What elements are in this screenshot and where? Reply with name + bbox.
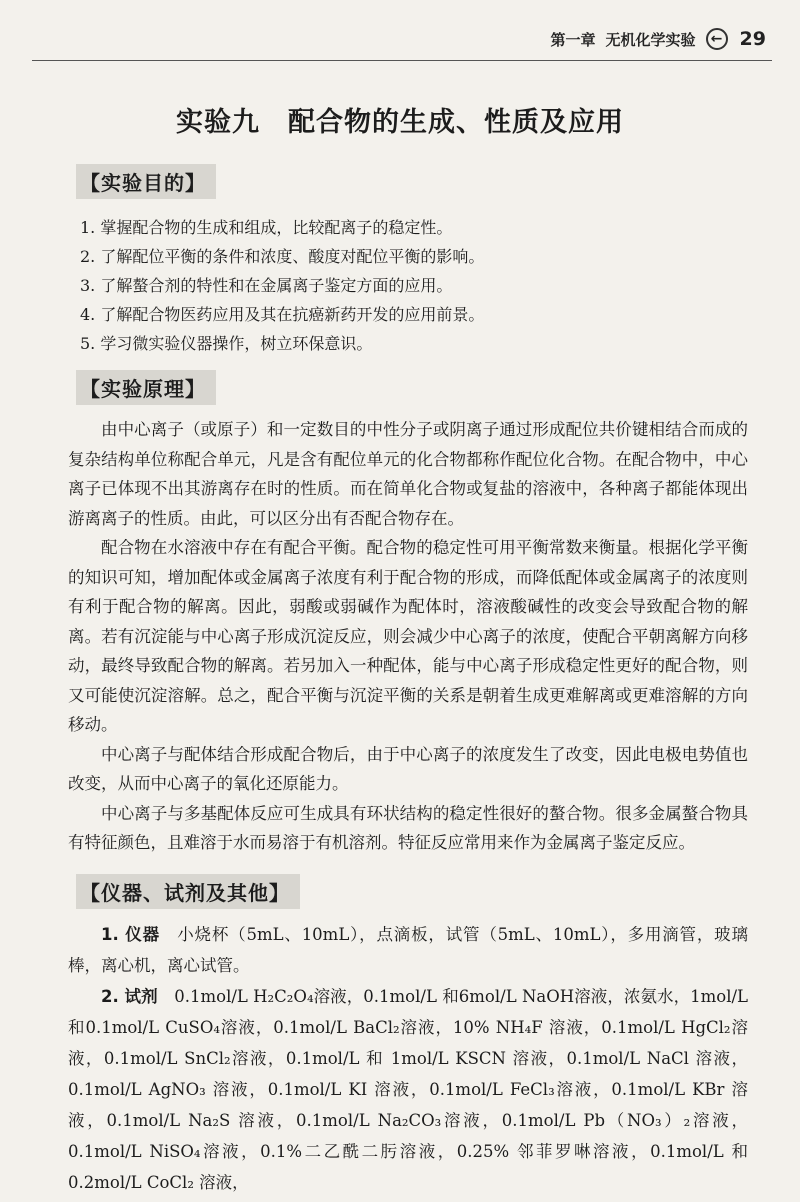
instruments-paragraph: [68, 919, 748, 981]
principle-paragraph: 中心离子与多基配体反应可生成具有环状结构的稳定性很好的螯合物。很多金属螯合物具有特征颜色，且难溶于水而易溶于有机溶剂。特征反应常用来作为金属离子鉴定反应。: [68, 803, 748, 852]
list-item: 3. 了解螯合剂的特性和在金属离子鉴定方面的应用。: [80, 276, 453, 295]
purpose-list: [80, 213, 748, 358]
experiment-title: 实验九 配合物的生成、性质及应用: [176, 107, 624, 138]
list-item: 1. 掌握配合物的生成和组成，比较配离子的稳定性。: [80, 218, 453, 237]
principle-paragraph: 中心离子与配体结合形成配合物后，由于中心离子的浓度发生了改变，因此电极电势值也改变，从而中心离子的氧化还原能力。: [68, 744, 748, 793]
reagents-label: 2. 试剂: [101, 986, 158, 1006]
chapter-label: 第一章: [550, 30, 596, 49]
page-header: [0, 22, 766, 56]
section-heading-purpose: 【实验目的】: [76, 164, 216, 199]
page-body: [68, 158, 748, 1198]
section-heading-materials: 【仪器、试剂及其他】: [76, 874, 300, 909]
list-item: 4. 了解配合物医药应用及其在抗癌新药开发的应用前景。: [80, 305, 485, 324]
section-heading-principle: 【实验原理】: [76, 370, 216, 405]
header-rule: [32, 60, 772, 61]
principle-paragraph: 配合物在水溶液中存在有配合平衡。配合物的稳定性可用平衡常数来衡量。根据化学平衡的知识可知，增加配体或金属离子浓度有利于配合物的形成，而降低配体或金属离子的浓度则有利于配合物的解离。因此，弱酸或弱碱作为配体时，溶液酸碱性的改变会导致配合物的解离。若有沉淀能与中心离子形成沉淀反应，则会减少中心离子的浓度，使配合平朝离解方向移动，最终导致配合物的解离。若另加入一种配体，能与中心离子形成稳定性更好的配合物，则又可能使沉淀溶解。总之，配合平衡与沉淀平衡的关系是朝着生成更难解离或更难溶解的方向移动。: [68, 538, 748, 734]
back-arrow-icon: ←: [706, 28, 728, 50]
list-item: 2. 了解配位平衡的条件和浓度、酸度对配位平衡的影响。: [80, 247, 485, 266]
instruments-label: 1. 仪器: [101, 924, 160, 944]
principle-paragraph: 由中心离子（或原子）和一定数目的中性分子或阴离子通过形成配位共价键相结合而成的复杂结构单位称配合单元，凡是含有配位单元的化合物都称作配位化合物。在配合物中，中心离子已体现不出其游离存在时的性质。而在简单化合物或复盐的溶液中，各种离子都能体现出游离离子的性质。由此，可以区分出有否配合物存在。: [68, 420, 748, 528]
reagents-text: 0.1mol/L H₂C₂O₄溶液，0.1mol/L 和6mol/L NaOH溶液，浓氨水，1mol/L 和0.1mol/L CuSO₄溶液，0.1mol/L BaCl₂溶液，10% NH₄F 溶液，0.1mol/L HgCl₂溶液，0.1mol/L SnCl₂溶液，0.1mol/L 和 1mol/L KSCN 溶液，0.1mol/L NaCl 溶液，0.1mol/L AgNO₃ 溶液，0.1mol/L KI 溶液，0.1mol/L FeCl₃溶液，0.1mol/L KBr 溶液，0.1mol/L Na₂S 溶液，0.1mol/L Na₂CO₃溶液，0.1mol/L Pb（NO₃）₂溶液，0.1mol/L NiSO₄溶液，0.1%二乙酰二肟溶液，0.25% 邻菲罗啉溶液，0.1mol/L 和 0.2mol/L CoCl₂ 溶液，: [68, 986, 749, 1192]
page-number: 29: [739, 28, 766, 50]
chapter-title: 无机化学实验: [605, 30, 696, 49]
list-item: 5. 学习微实验仪器操作，树立环保意识。: [80, 334, 373, 353]
reagents-paragraph: [68, 981, 748, 1198]
instruments-text: 小烧杯（5mL、10mL），点滴板，试管（5mL、10mL），多用滴管，玻璃棒，离心机，离心试管。: [68, 924, 748, 975]
